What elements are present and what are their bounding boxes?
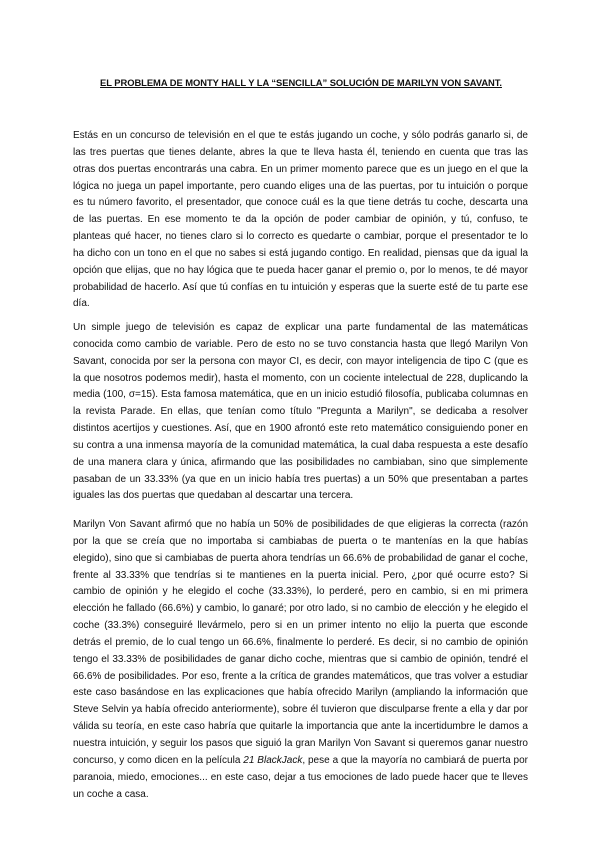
paragraph-explanation-text-before: Marilyn Von Savant afirmó que no había un 50% de posibilidades de que eligieras la correcta (razón por la que se creía que no importaba si cambiabas de puerta o te mantenías en la que habías elegido), sino que si cambiabas de puerta ahora tendrías un 66.6% de probabilidad de ganar el coche, frente al 33.33% que tendrías si te mantienes en la puerta inicial. Pero, ¿por qué ocurre esto? Si cambio de opinión y he elegido el coche (33.33%), lo perderé, pero en cambio, si en mi primera elección he fallado (66.6%) y cambio, lo ganaré; por otro lado, si no cambio de elección y he elegido el coche (33.3%) conseguiré llevármelo, pero si en un primer intento no elijo la puerta que esconde detrás el premio, de lo cual tengo un 66.6%, finalmente lo perderé. Es decir, si no cambio de opinión tengo el 33.33% de posibilidades de ganar dicho coche, mientras que si cambio de opinión, tendré el 66.6% de posibilidades. Por eso, frente a la crítica de grandes matemáticos, que tras volver a estudiar este caso basándose en las explicaciones que había ofrecido Marilyn (ampliando la información que Steve Selvin ya había ofrecido anteriormente), sobre él tuvieron que disculparse frente a ella y dar por válida su teoría, en este caso habría que quitarle la importancia que ante la incertidumbre le damos a nuestra intuición, y seguir los pasos que siguió la gran Marilyn Von Savant si queremos ganar nuestro concurso, y como dicen en la película: [73, 519, 528, 766]
paragraph-intro: Estás en un concurso de televisión en el que te estás jugando un coche, y sólo podrás ganarlo si, de las tres puertas que tienes delante, abres la que te lleva hasta él, teniendo en cuenta que tras las otras dos puertas encontrarás una cabra. En un primer momento parece que es un juego en el que la lógica no juega un papel importante, pero cuando eliges una de las puertas, por tu intuición o porque es tu número favorito, el presentador, que conoce cuál es la que tiene detrás tu coche, descarta una de las puertas. En ese momento te da la opción de poder cambiar de opinión, y tú, confuso, te planteas qué hacer, no tienes claro si lo correcto es quedarte o cambiar, porque el presentador te lo ha dicho con un tono en el que no sabes si está jugando contigo. En realidad, piensas que da igual la opción que elijas, que no hay lógica que te pueda hacer ganar el premio o, por lo menos, te dé mayor probabilidad de hacerlo. Así que tú confías en tu intuición y esperas que la suerte esté de tu parte ese día.: [73, 130, 528, 310]
movie-title: 21 BlackJack: [243, 754, 303, 766]
paragraph-explanation-text-after: , pese a que la mayoría no cambiará de puerta por paranoia, miedo, emociones... en este caso, dejar a tus emociones de lado puede hacer que te lleves un coche a casa.: [73, 754, 528, 800]
paragraph-marilyn: Un simple juego de televisión es capaz de explicar una parte fundamental de las matemáticas conocida como cambio de variable. Pero de esto no se tuvo constancia hasta que llegó Marilyn Von Savant, conocida por ser la persona con mayor CI, es decir, con mayor inteligencia de tipo C (que es la que nosotros podemos medir), hasta el momento, con un cociente intelectual de 228, duplicando la media (100, σ=15). Esta famosa matemática, que en un inicio estudió filosofía, publicaba columnas en la revista Parade. En ellas, que tenían como título "Pregunta a Marilyn", se dedicaba a resolver distintos acertijos y cuestiones. Así, que en 1900 afrontó este reto matemático consiguiendo poner en su contra a una inmensa mayoría de la comunidad matemática, la cual daba respuesta a este desafío de una manera clara y única, afirmando que las posibilidades no cambiaban, sino que simplemente pasaban de un 33.33% (ya que en un inicio había tres puertas) a un 50% que presentaban a partes iguales las dos puertas que quedaban al descartar una tercera.: [73, 322, 528, 502]
paragraph-explanation: [73, 517, 528, 803]
document-title: EL PROBLEMA DE MONTY HALL Y LA “SENCILLA” SOLUCIÓN DE MARILYN VON SAVANT.: [100, 77, 502, 88]
